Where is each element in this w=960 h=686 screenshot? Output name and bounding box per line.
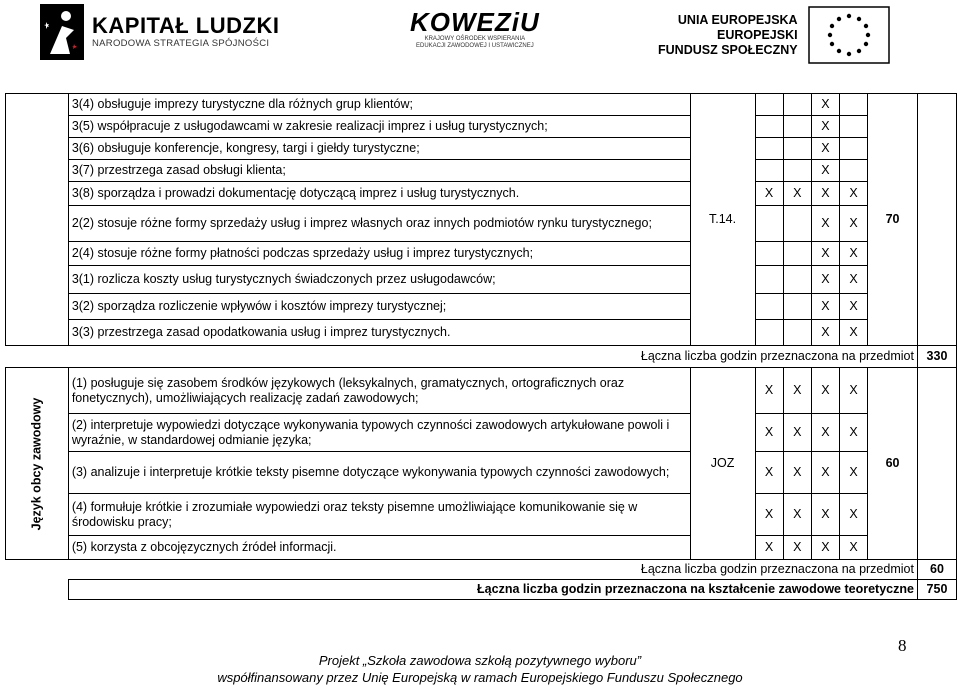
curriculum-table (5, 93, 957, 600)
outcome-text: 3(1) rozlicza koszty usług turystycznych świadczonych przez usługodawców; (68, 266, 690, 294)
class-mark (783, 94, 811, 116)
class-mark: X (839, 414, 867, 452)
class-mark: X (839, 320, 867, 346)
class-mark: X (755, 182, 783, 206)
class-mark (783, 116, 811, 138)
outcome-text: 3(7) przestrzega zasad obsługi klienta; (68, 160, 690, 182)
class-mark (755, 266, 783, 294)
outcome-text: 3(3) przestrzega zasad opodatkowania usług i imprez turystycznych. (68, 320, 690, 346)
class-mark: X (811, 138, 839, 160)
class-mark: X (811, 116, 839, 138)
class-mark: X (811, 536, 839, 560)
unit-code: JOZ (690, 368, 755, 560)
kapital-ludzki-logo (40, 4, 279, 58)
outcome-text: 3(8) sporządza i prowadzi dokumentację dotyczącą imprez i usług turystycznych. (68, 182, 690, 206)
class-mark: X (811, 242, 839, 266)
hours-value: 60 (868, 368, 918, 560)
class-mark (755, 206, 783, 242)
class-mark: X (783, 494, 811, 536)
class-mark: X (783, 452, 811, 494)
eu-flag-icon (808, 6, 890, 64)
outcome-text: 2(4) stosuje różne formy płatności podczas sprzedaży usług i imprez turystycznych; (68, 242, 690, 266)
outcome-text: (5) korzysta z obcojęzycznych źródeł informacji. (68, 536, 690, 560)
class-mark: X (839, 182, 867, 206)
table-row (6, 320, 957, 346)
kl-subtitle: NARODOWA STRATEGIA SPÓJNOŚCI (92, 37, 270, 49)
footer-line-2: współfinansowany przez Unię Europejską w ramach Europejskiego Funduszu Społecznego (217, 670, 743, 685)
class-mark: X (755, 368, 783, 414)
table-row (6, 182, 957, 206)
class-mark (755, 320, 783, 346)
footer-line-1: Projekt „Szkoła zawodowa szkołą pozytywnego wyboru” (318, 653, 642, 668)
eu-logo (658, 6, 890, 64)
class-mark: X (811, 368, 839, 414)
table-row (6, 494, 957, 536)
eu-line-1: UNIA EUROPEJSKA (677, 12, 798, 27)
class-mark: X (811, 266, 839, 294)
class-mark: X (811, 320, 839, 346)
class-mark: X (839, 494, 867, 536)
grand-total-row (6, 580, 957, 600)
class-mark (783, 206, 811, 242)
table-row (6, 160, 957, 182)
page-number: 8 (898, 636, 907, 655)
table-row (6, 266, 957, 294)
class-mark (783, 266, 811, 294)
subject-name: Język obcy zawodowy (29, 397, 44, 530)
class-mark: X (811, 452, 839, 494)
table-row (6, 452, 957, 494)
subject-cell (6, 94, 69, 346)
empty-cell (6, 346, 69, 368)
outcome-text: 3(6) obsługuje konferencje, kongresy, targi i giełdy turystyczne; (68, 138, 690, 160)
total-value: 330 (917, 346, 956, 368)
empty-cell (6, 580, 69, 600)
total-row (6, 346, 957, 368)
table-row (6, 294, 957, 320)
class-mark (839, 116, 867, 138)
class-mark: X (755, 414, 783, 452)
class-mark: X (783, 368, 811, 414)
table-row (6, 414, 957, 452)
class-mark (755, 242, 783, 266)
class-mark: X (839, 368, 867, 414)
grand-total-label: Łączna liczba godzin przeznaczona na kształcenie zawodowe teoretyczne (68, 580, 917, 600)
empty-cell (6, 560, 69, 580)
class-mark (839, 94, 867, 116)
class-mark (755, 160, 783, 182)
class-mark: X (755, 494, 783, 536)
table-row (6, 138, 957, 160)
header-logos (0, 0, 960, 70)
outcome-text: (4) formułuje krótkie i zrozumiałe wypowiedzi oraz teksty pisemne umożliwiające komunikowanie się w środowisku pracy; (68, 494, 690, 536)
outcome-text: (3) analizuje i interpretuje krótkie teksty pisemne dotyczące wykonywania typowych czynności zawodowych; (68, 452, 690, 494)
class-mark (755, 138, 783, 160)
eu-line-2: EUROPEJSKI (717, 27, 798, 42)
table-row (6, 206, 957, 242)
kw-subtitle-1: KRAJOWY OŚRODEK WSPIERANIA (424, 36, 526, 42)
class-mark: X (839, 294, 867, 320)
class-mark (783, 294, 811, 320)
empty-cell (917, 94, 956, 346)
outcome-text: (2) interpretuje wypowiedzi dotyczące wykonywania typowych czynności zawodowych artykułowane powoli i wyraźnie, w standardowej odmianie języka; (68, 414, 690, 452)
outcome-text: 3(4) obsługuje imprezy turystyczne dla różnych grup klientów; (68, 94, 690, 116)
grand-total-value: 750 (917, 580, 956, 600)
eu-line-3: FUNDUSZ SPOŁECZNY (658, 42, 798, 57)
class-mark: X (755, 536, 783, 560)
total-label: Łączna liczba godzin przeznaczona na przedmiot (640, 562, 914, 576)
class-mark: X (839, 266, 867, 294)
total-value: 60 (917, 560, 956, 580)
outcome-text: 2(2) stosuje różne formy sprzedaży usług i imprez własnych oraz innych podmiotów rynku turystycznego; (68, 206, 690, 242)
empty-cell (917, 368, 956, 560)
class-mark: X (811, 494, 839, 536)
class-mark: X (811, 94, 839, 116)
kw-title: KOWEZiU (410, 7, 540, 37)
class-mark: X (811, 206, 839, 242)
class-mark: X (811, 294, 839, 320)
class-mark (783, 138, 811, 160)
class-mark (783, 320, 811, 346)
total-label: Łączna liczba godzin przeznaczona na przedmiot (640, 349, 914, 363)
table-row (6, 536, 957, 560)
class-mark: X (783, 182, 811, 206)
class-mark: X (839, 242, 867, 266)
table-row (6, 368, 957, 414)
total-row (6, 560, 957, 580)
table-row (6, 94, 957, 116)
kw-subtitle-2: EDUKACJI ZAWODOWEJ I USTAWICZNEJ (415, 43, 534, 49)
table-row (6, 116, 957, 138)
class-mark (755, 94, 783, 116)
class-mark (783, 160, 811, 182)
class-mark: X (811, 414, 839, 452)
class-mark: X (755, 452, 783, 494)
class-mark: X (839, 536, 867, 560)
class-mark: X (783, 536, 811, 560)
footer (0, 652, 960, 686)
outcome-text: 3(5) współpracuje z usługodawcami w zakresie realizacji imprez i usług turystycznych; (68, 116, 690, 138)
kapital-ludzki-emblem-icon (40, 4, 84, 58)
class-mark (839, 160, 867, 182)
class-mark: X (783, 414, 811, 452)
koweziu-logo (410, 8, 540, 50)
outcome-text: 3(2) sporządza rozliczenie wpływów i kosztów imprezy turystycznej; (68, 294, 690, 320)
class-mark: X (811, 160, 839, 182)
class-mark (755, 116, 783, 138)
subject-cell (6, 368, 69, 560)
class-mark (783, 242, 811, 266)
table-row (6, 242, 957, 266)
outcome-text: (1) posługuje się zasobem środków językowych (leksykalnych, gramatycznych, ortograficznych oraz fonetycznych), umożliwiających realizację zadań zawodowych; (68, 368, 690, 414)
class-mark (839, 138, 867, 160)
class-mark: X (839, 452, 867, 494)
kl-title: KAPITAŁ LUDZKI (92, 12, 280, 38)
class-mark: X (839, 206, 867, 242)
class-mark (755, 294, 783, 320)
class-mark: X (811, 182, 839, 206)
hours-value: 70 (868, 94, 918, 346)
unit-code: T.14. (690, 94, 755, 346)
